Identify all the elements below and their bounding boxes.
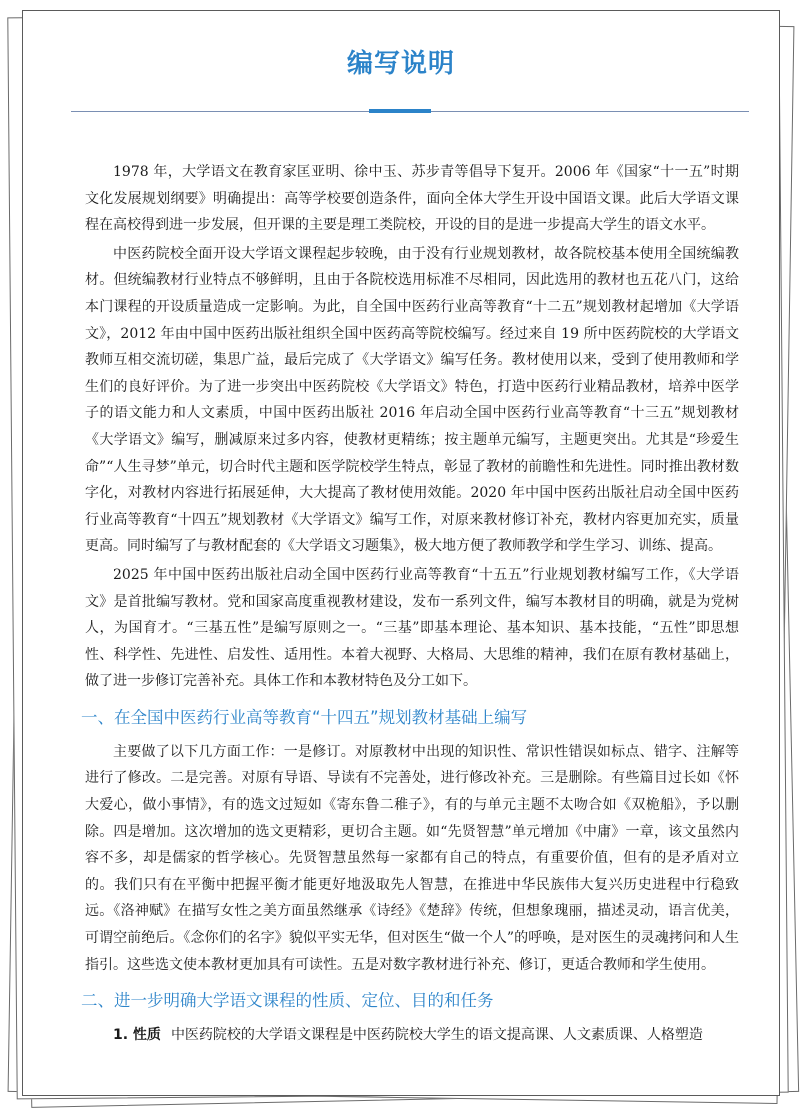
intro-paragraph-3: 2025 年中国中医药出版社启动全国中医药行业高等教育“十五五”行业规划教材编写工作，《大学语文》是首批编写教材。党和国家高度重视教材建设，发布一系列文件，编写本教材目的明确，就是为党树人，为国育才。“三基五性”是编写原则之一。“三基”即基本理论、基本知识、基本技能，“五性”即思想性、科学性、先进性、启发性、适用性。本着大视野、大格局、大思维的精神，我们在原有教材基础上，做了进一步修订完善补充。具体工作和本教材特色及分工如下。 <box>85 566 739 690</box>
item-label: 1. 性质 <box>113 1027 161 1044</box>
section-heading-1: 一、在全国中医药行业高等教育“十四五”规划教材基础上编写 <box>81 707 528 727</box>
page-title: 编写说明 <box>346 49 455 79</box>
document-page <box>22 10 780 1096</box>
section-heading-2: 二、进一步明确大学语文课程的性质、定位、目的和任务 <box>81 991 494 1011</box>
intro-paragraph-2: 中医药院校全面开设大学语文课程起步较晚，由于没有行业规划教材，故各院校基本使用全国统编教材。但统编教材行业特点不够鲜明，且由于各院校选用标准不尽相同，因此选用的教材也五花八门，这给本门课程的开设质量造成一定影响。为此，自全国中医药行业高等教育“十二五”规划教材起增加《大学语文》，2012 年由中国中医药出版社组织全国中医药高等院校编写。经过来自 19 所中医药院校的大学语文教师互相交流切磋，集思广益，最后完成了《大学语文》编写任务。教材使用以来，受到了使用教师和学生们的良好评价。为了进一步突出中医药院校《大学语文》特色，打造中医药行业精品教材，培养中医学子的语文能力和人文素质，中国中医药出版社 2016 年启动全国中医药行业高等教育“十三五”规划教材《大学语文》编写，删减原来过多内容，使教材更精练；按主题单元编写，主题更突出。尤其是“珍爱生命”“人生寻梦”单元，切合时代主题和医学院校学生特点，彰显了教材的前瞻性和先进性。同时推出教材数字化，对教材内容进行拓展延伸，大大提高了教材使用效能。2020 年中国中医药出版社启动全国中医药行业高等教育“十四五”规划教材《大学语文》编写工作，对原来教材修订补充，教材内容更加充实，质量更高。同时编写了与教材配套的《大学语文习题集》，极大地方便了教师教学和学生学习、训练、提高。 <box>85 245 739 555</box>
page-content <box>81 159 739 1049</box>
title-divider-accent <box>369 109 431 113</box>
intro-paragraph-1: 1978 年，大学语文在教育家匡亚明、徐中玉、苏步青等倡导下复开。2006 年《国家“十一五”时期文化发展规划纲要》明确提出：高等学校要创造条件，面向全体大学生开设中国语文课。此后大学语文课程在高校得到进一步发展，但开课的主要是理工类院校，开设的目的是进一步提高大学生的语文水平。 <box>85 164 739 234</box>
item-text: 中医药院校的大学语文课程是中医药院校大学生的语文提高课、人文素质课、人格塑造 <box>170 1027 703 1044</box>
section-1-paragraph: 主要做了以下几方面工作：一是修订。对原教材中出现的知识性、常识性错误如标点、错字、注解等进行了修改。二是完善。对原有导语、导读有不完善处，进行修改补充。三是删除。有些篇目过长如《怀大爱心，做小事情》，有的选文过短如《寄东鲁二稚子》，有的与单元主题不太吻合如《双桅船》，予以删除。四是增加。这次增加的选文更精彩，更切合主题。如“先贤智慧”单元增加《中庸》一章，该文虽然内容不多，却是儒家的哲学核心。先贤智慧虽然每一家都有自己的特点，有重要价值，但有的是矛盾对立的。我们只有在平衡中把握平衡才能更好地汲取先人智慧，在推进中华民族伟大复兴历史进程中行稳致远。《洛神赋》在描写女性之美方面虽然继承《诗经》《楚辞》传统，但想象瑰丽，描述灵动，语言优美，可谓空前绝后。《念你们的名字》貌似平实无华，但对医生“做一个人”的呼唤，是对医生的灵魂拷问和人生指引。这些选文使本教材更加具有可读性。五是对数字教材进行补充、修订，更适合教师和学生使用。 <box>85 743 739 973</box>
section-2-item-1 <box>85 1022 739 1049</box>
